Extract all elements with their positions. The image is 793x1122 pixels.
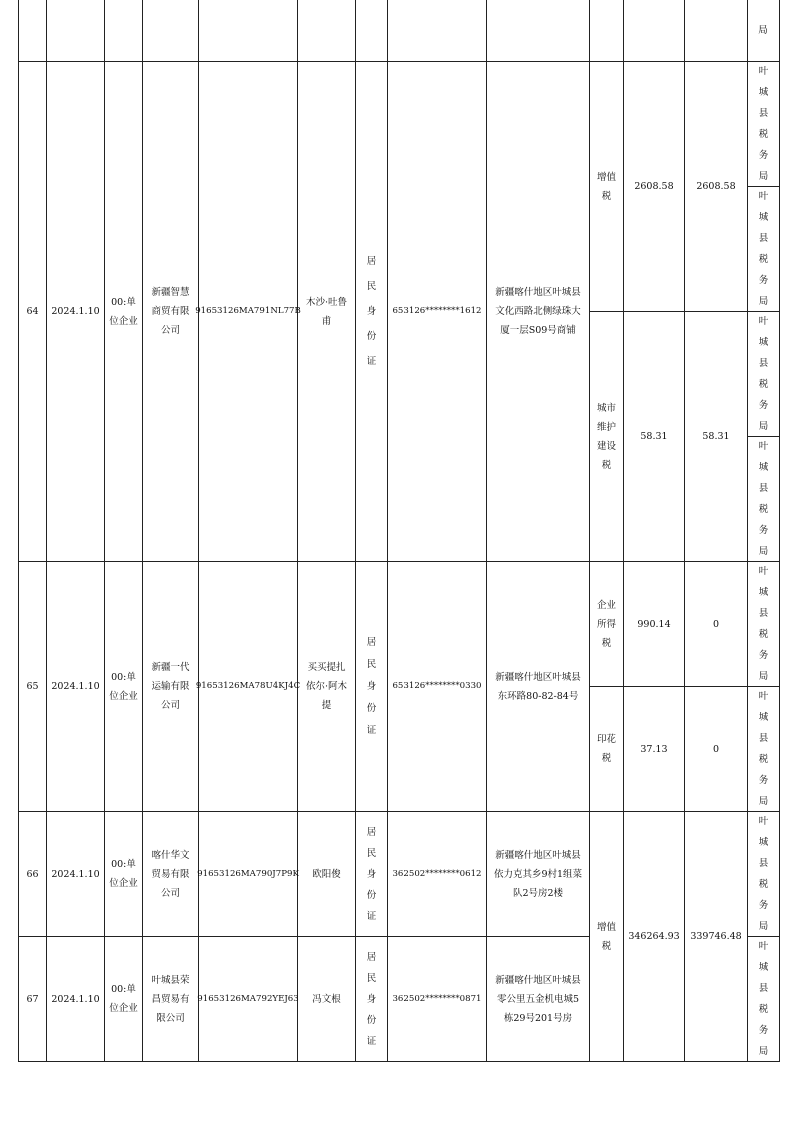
legal-person-cell bbox=[298, 562, 355, 811]
current-owed-cell bbox=[685, 62, 747, 311]
current-owed-text: 58.31 bbox=[702, 431, 730, 442]
type-cell bbox=[105, 812, 142, 936]
company-cell bbox=[143, 562, 198, 811]
owed-amount-text: 990.14 bbox=[637, 618, 671, 630]
authority-text: 叶城县税务局 bbox=[758, 941, 769, 1057]
id-type-text: 居民身份证 bbox=[366, 636, 377, 736]
tax-type-text: 城市维护建设税 bbox=[596, 402, 616, 471]
date-text: 2024.1.10 bbox=[51, 306, 100, 317]
address-text: 新疆喀什地区叶城县文化西路北侧绿珠大厦一层S09号商铺 bbox=[495, 287, 581, 336]
type-text: 00:单位企业 bbox=[109, 296, 138, 327]
authority-text: 叶城县税务局 bbox=[758, 66, 769, 182]
tax-type-text: 增值税 bbox=[596, 921, 616, 952]
authority-text: 叶城县税务局 bbox=[758, 191, 769, 307]
credit-code-cell bbox=[195, 62, 301, 561]
date-cell bbox=[47, 562, 104, 811]
authority-cell bbox=[748, 62, 779, 186]
tax-type-cell bbox=[590, 812, 623, 1061]
current-owed-text: 339746.48 bbox=[690, 931, 742, 942]
date-cell bbox=[47, 812, 104, 936]
type-cell bbox=[105, 937, 142, 1061]
address-cell bbox=[487, 62, 589, 561]
tax-type-text: 增值税 bbox=[596, 171, 616, 202]
current-owed-text: 0 bbox=[712, 743, 720, 755]
id-number-cell bbox=[388, 62, 486, 561]
authority-cell-fragment bbox=[747, 18, 779, 42]
authority-cell bbox=[748, 312, 779, 436]
tax-type-cell bbox=[590, 562, 623, 686]
owed-amount-text: 37.13 bbox=[640, 743, 668, 755]
owed-amount-cell bbox=[624, 562, 684, 686]
seq-text: 67 bbox=[26, 993, 39, 1005]
seq-cell bbox=[19, 62, 46, 561]
legal-person-text: 冯文根 bbox=[312, 993, 341, 1005]
type-text: 00:单位企业 bbox=[109, 984, 138, 1014]
company-name: 叶城县荣昌贸易有限公司 bbox=[151, 974, 190, 1024]
date-text: 2024.1.10 bbox=[51, 868, 100, 880]
tax-type-cell bbox=[590, 62, 623, 311]
legal-person-text: 欧阳俊 bbox=[312, 868, 341, 880]
address-text: 新疆喀什地区叶城县依力克其乡9村1组菜队2号房2楼 bbox=[493, 849, 583, 899]
id-type-text: 居民身份证 bbox=[366, 256, 377, 367]
credit-code-cell bbox=[199, 937, 297, 1061]
legal-person-cell bbox=[298, 812, 355, 936]
authority-text: 叶城县税务局 bbox=[758, 566, 769, 682]
id-type-text: 居民身份证 bbox=[366, 826, 377, 922]
id-number-text: 362502********0612 bbox=[392, 868, 482, 879]
credit-code-cell bbox=[199, 812, 297, 936]
authority-cell bbox=[748, 687, 779, 811]
id-number-cell bbox=[388, 937, 486, 1061]
current-owed-cell bbox=[685, 812, 747, 1061]
tax-type-cell bbox=[590, 687, 623, 811]
authority-text: 叶城县税务局 bbox=[758, 816, 769, 932]
legal-person-cell bbox=[298, 62, 355, 561]
authority-cell bbox=[748, 812, 779, 936]
credit-code-text: 91653126MA791NL77B bbox=[195, 306, 301, 316]
tax-type-cell bbox=[590, 312, 623, 561]
tax-arrears-table bbox=[18, 0, 780, 1062]
type-text: 00:单位企业 bbox=[109, 859, 138, 889]
credit-code-text: 91653126MA790J7P9K bbox=[197, 868, 299, 879]
owed-amount-text: 346264.93 bbox=[628, 931, 680, 942]
seq-text: 66 bbox=[26, 868, 39, 880]
company-cell bbox=[143, 937, 198, 1061]
authority-cell bbox=[748, 437, 779, 561]
id-type-cell bbox=[356, 562, 387, 811]
authority-text: 叶城县税务局 bbox=[758, 316, 769, 432]
seq-cell bbox=[19, 562, 46, 811]
owed-amount-text: 2608.58 bbox=[634, 181, 674, 192]
current-owed-text: 0 bbox=[712, 618, 720, 630]
date-cell bbox=[47, 62, 104, 561]
seq-cell bbox=[19, 937, 46, 1061]
current-owed-cell bbox=[685, 312, 747, 561]
address-text: 新疆喀什地区叶城县零公里五金机电城5栋29号201号房 bbox=[495, 974, 581, 1024]
address-cell bbox=[487, 812, 589, 936]
legal-person-text: 买买提扎依尔·阿木提 bbox=[305, 662, 348, 711]
date-cell bbox=[47, 937, 104, 1061]
type-cell bbox=[105, 62, 142, 561]
id-number-cell bbox=[388, 562, 486, 811]
date-text: 2024.1.10 bbox=[51, 993, 100, 1005]
seq-text: 65 bbox=[26, 681, 39, 692]
owed-amount-cell bbox=[624, 812, 684, 1061]
address-cell bbox=[487, 937, 589, 1061]
id-number-text: 653126********1612 bbox=[392, 306, 482, 316]
current-owed-cell bbox=[685, 687, 747, 811]
type-text: 00:单位企业 bbox=[109, 671, 138, 702]
id-type-text: 居民身份证 bbox=[366, 951, 377, 1047]
legal-person-cell bbox=[298, 937, 355, 1061]
current-owed-text: 2608.58 bbox=[696, 181, 736, 192]
legal-person-text: 木沙·吐鲁甫 bbox=[305, 296, 348, 327]
company-cell bbox=[143, 62, 198, 561]
owed-amount-text: 58.31 bbox=[640, 431, 668, 442]
address-text: 新疆喀什地区叶城县东环路80-82-84号 bbox=[495, 671, 581, 702]
id-type-cell bbox=[356, 62, 387, 561]
seq-cell bbox=[19, 812, 46, 936]
authority-text: 叶城县税务局 bbox=[758, 441, 769, 557]
credit-code-text: 91653126MA792YEJ63 bbox=[197, 993, 299, 1004]
company-name: 新疆一代运输有限公司 bbox=[151, 662, 190, 711]
seq-text: 64 bbox=[26, 306, 39, 317]
company-name: 新疆智慧商贸有限公司 bbox=[151, 287, 190, 336]
authority-text: 叶城县税务局 bbox=[758, 691, 769, 807]
owed-amount-cell bbox=[624, 312, 684, 561]
owed-amount-cell bbox=[624, 62, 684, 311]
id-number-text: 362502********0871 bbox=[392, 993, 482, 1004]
credit-code-text: 91653126MA78U4KJ4C bbox=[195, 681, 301, 691]
id-number-text: 653126********0330 bbox=[392, 681, 482, 691]
authority-cell bbox=[748, 937, 779, 1061]
tax-type-text: 印花税 bbox=[596, 734, 616, 764]
current-owed-cell bbox=[685, 562, 747, 686]
type-cell bbox=[105, 562, 142, 811]
id-number-cell bbox=[388, 812, 486, 936]
date-text: 2024.1.10 bbox=[51, 681, 100, 692]
authority-cell bbox=[748, 187, 779, 311]
address-cell bbox=[487, 562, 589, 811]
id-type-cell bbox=[356, 937, 387, 1061]
tax-type-text: 企业所得税 bbox=[596, 599, 616, 649]
company-cell bbox=[143, 812, 198, 936]
company-name: 喀什华文贸易有限公司 bbox=[151, 849, 190, 899]
credit-code-cell bbox=[195, 562, 301, 811]
id-type-cell bbox=[356, 812, 387, 936]
authority-text: 局 bbox=[758, 24, 768, 36]
authority-cell bbox=[748, 562, 779, 686]
owed-amount-cell bbox=[624, 687, 684, 811]
